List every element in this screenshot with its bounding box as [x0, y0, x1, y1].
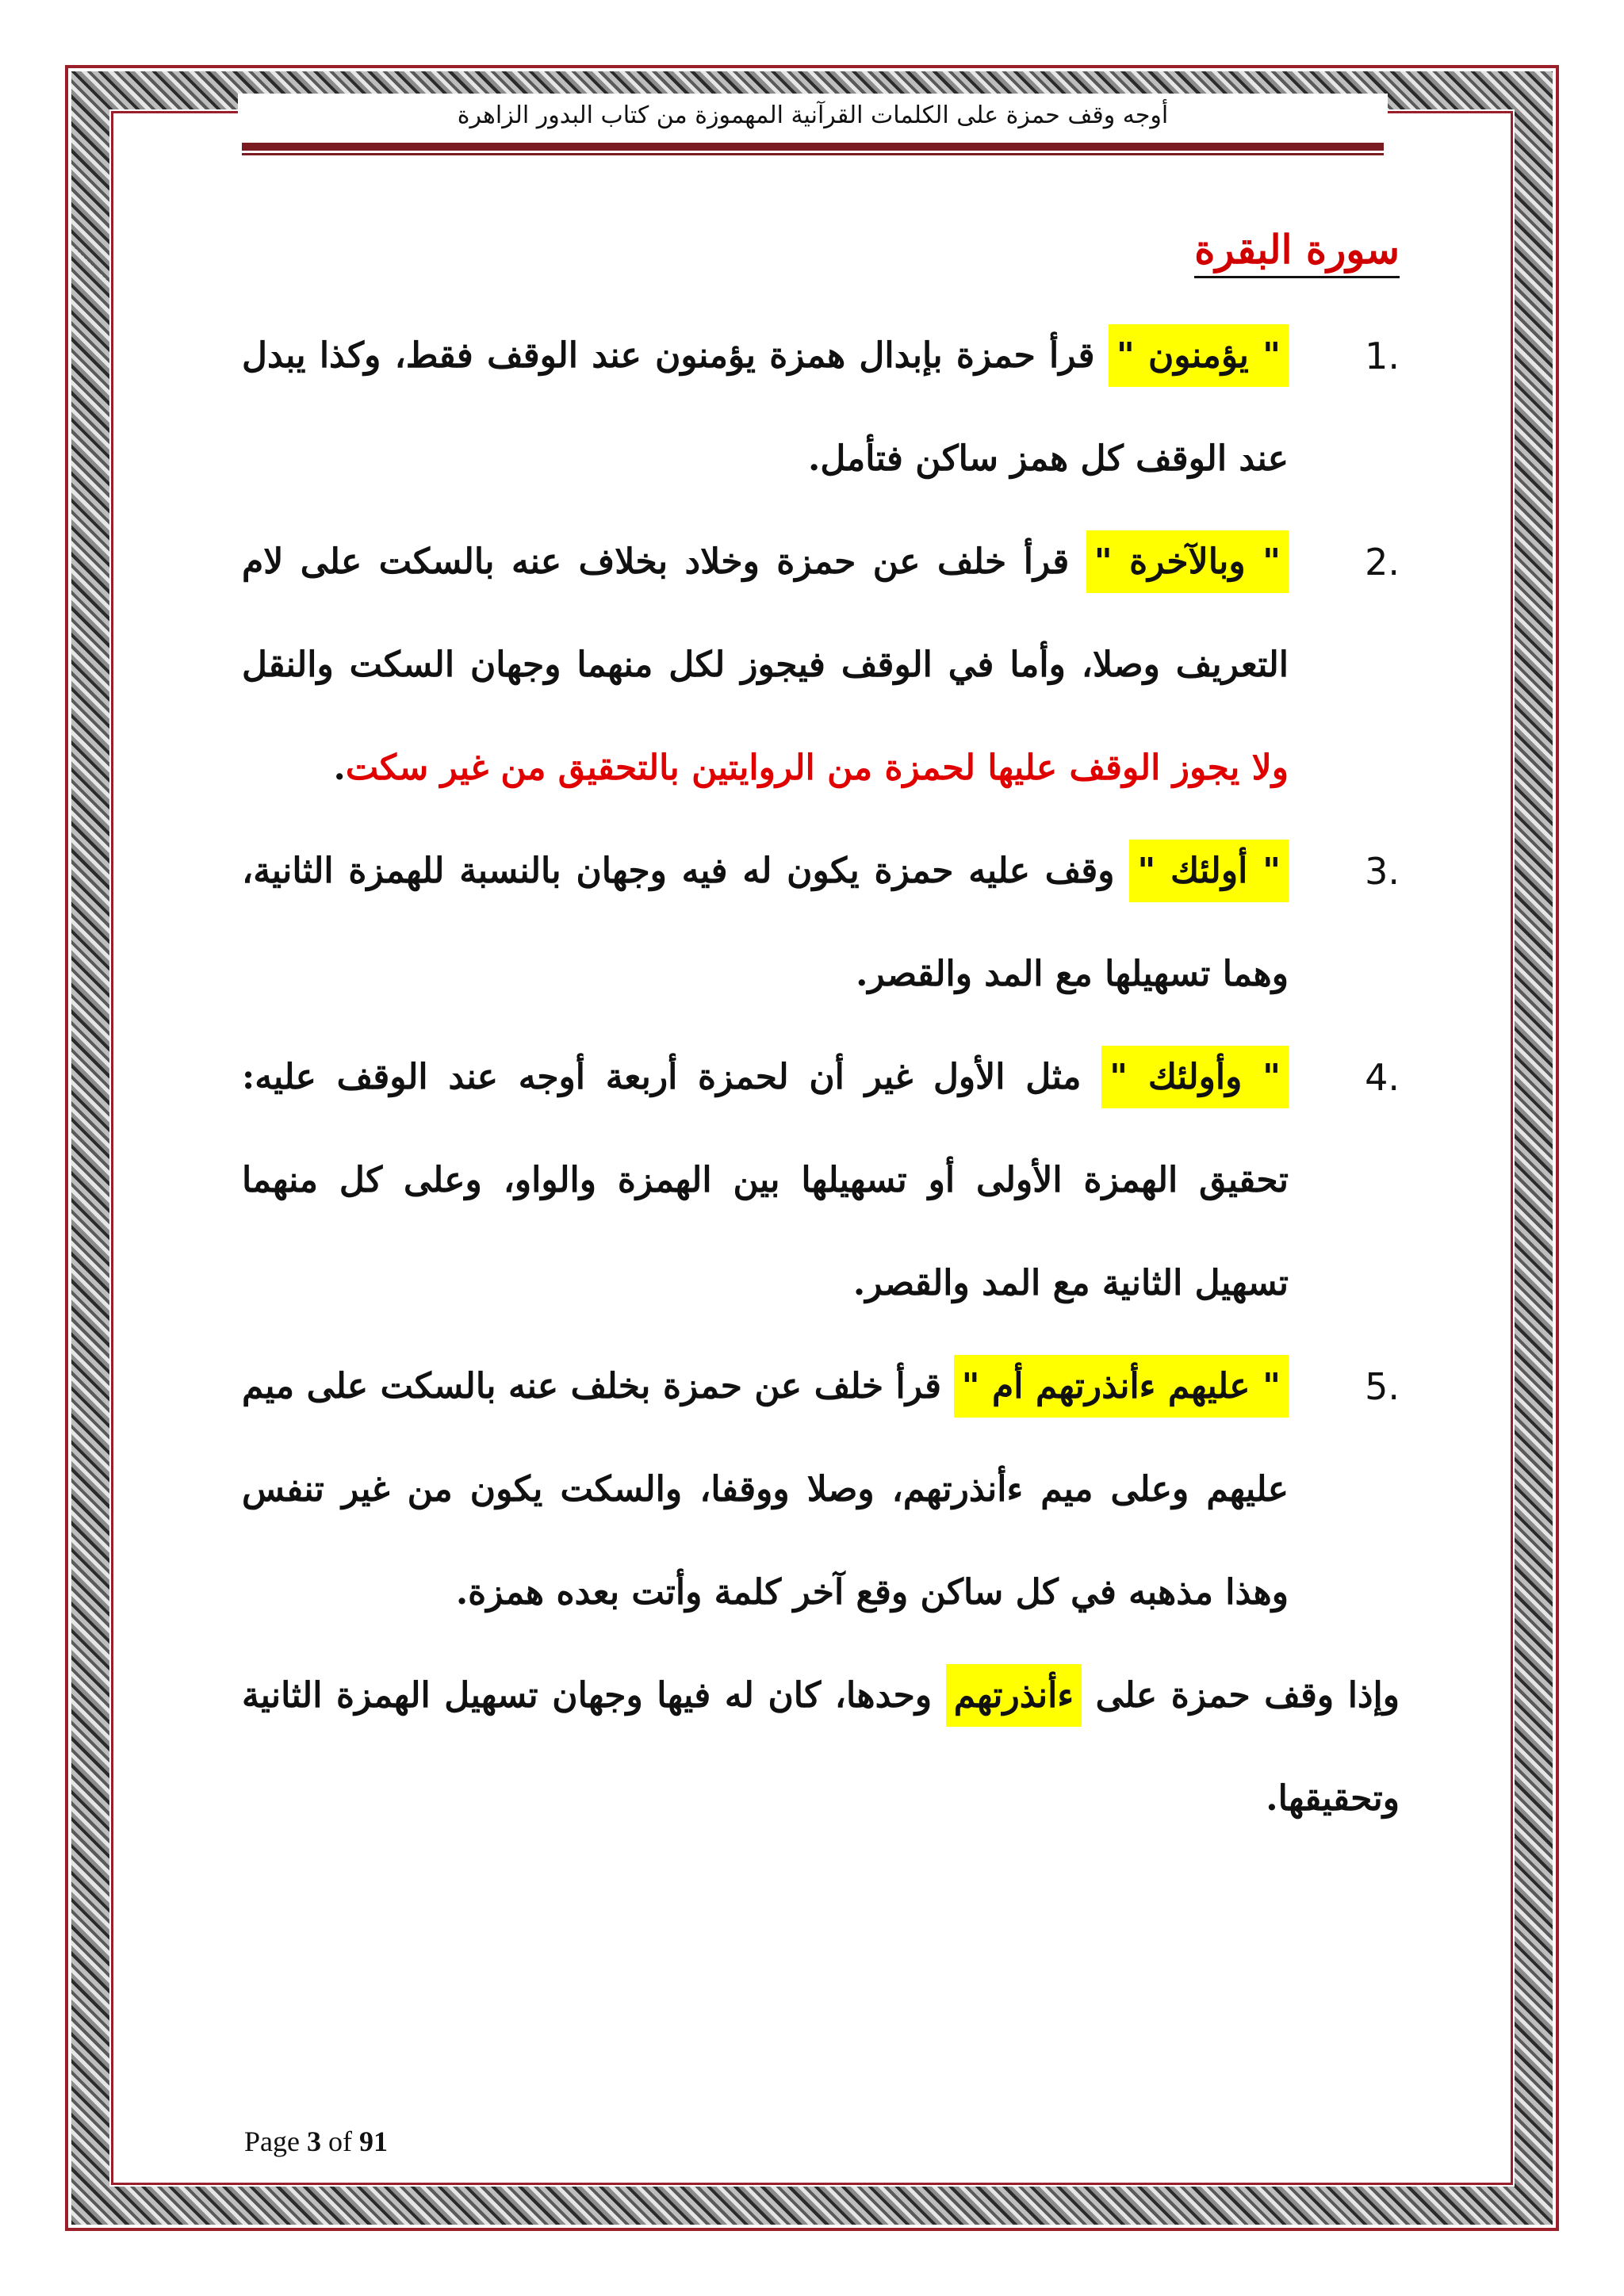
item-number: 1.	[1365, 335, 1400, 377]
item-text: قرأ حمزة بإبدال همزة يؤمنون عند الوقف فقط، وكذا يبدل عند الوقف كل همز ساكن فتأمل.	[242, 335, 1289, 479]
item-number: 5.	[1365, 1365, 1400, 1408]
item-text-end: .	[333, 748, 346, 788]
total-pages: 91	[358, 2126, 388, 2157]
running-header: أوجه وقف حمزة على الكلمات القرآنية المهموزة من كتاب البدور الزاهرة	[238, 94, 1388, 138]
header-rule	[242, 143, 1384, 151]
highlighted-word: " يؤمنون "	[1109, 324, 1289, 387]
list-item	[242, 511, 1400, 820]
paragraph-text-after: وحدها، كان له فيها وجهان تسهيل الهمزة الثانية وتحقيقها.	[242, 1675, 1400, 1819]
list-item	[242, 1335, 1400, 1644]
red-emphasis-text: ولا يجوز الوقف عليها لحمزة من الروايتين بالتحقيق من غير سكت	[345, 748, 1289, 788]
page-label: Page	[244, 2126, 300, 2157]
item-number: 4.	[1365, 1056, 1400, 1099]
item-number: 3.	[1365, 850, 1400, 893]
paragraph-text-before: وإذا وقف حمزة على	[1082, 1675, 1400, 1716]
highlighted-word: " أولئك "	[1129, 840, 1289, 902]
item-text: مثل الأول غير أن لحمزة أربعة أوجه عند الوقف عليه: تحقيق الهمزة الأولى أو تسهيلها بين الهمزة والواو، وعلى كل منهما تسهيل الثانية مع المد والقصر.	[242, 1057, 1289, 1303]
item-number: 2.	[1365, 541, 1400, 584]
list-item	[242, 304, 1400, 511]
surah-title-text: سورة البقرة	[1194, 226, 1400, 278]
list-item	[242, 820, 1400, 1026]
highlighted-word: " وبالآخرة "	[1086, 530, 1289, 593]
highlighted-word: " وأولئك "	[1101, 1046, 1289, 1108]
highlighted-word: ءأنذرتهم	[946, 1664, 1082, 1727]
highlighted-word: " عليهم ءأنذرتهم أم "	[954, 1355, 1289, 1418]
page-number: 3	[306, 2126, 321, 2157]
list-item	[242, 1026, 1400, 1335]
item-text: قرأ خلف عن حمزة وخلاد بخلاف عنه بالسكت على لام التعريف وصلا، وأما في الوقف فيجوز لكل منهما وجهان السكت والنقل	[242, 541, 1289, 685]
surah-title	[242, 214, 1400, 285]
page-footer	[244, 2125, 388, 2158]
item-text: قرأ خلف عن حمزة بخلف عنه بالسكت على ميم عليهم وعلى ميم ءأنذرتهم، وصلا ووقفا، والسكت يكون من غير تنفس وهذا مذهبه في كل ساكن وقع آخر كلمة وأتت بعده همزة.	[242, 1366, 1289, 1613]
main-content	[242, 214, 1400, 1850]
item-text: وقف عليه حمزة يكون له فيه وجهان بالنسبة للهمزة الثانية، وهما تسهيلها مع المد والقصر.	[242, 851, 1289, 994]
header-rule-thin	[242, 153, 1384, 155]
of-label: of	[327, 2126, 352, 2157]
closing-paragraph	[242, 1644, 1400, 1850]
